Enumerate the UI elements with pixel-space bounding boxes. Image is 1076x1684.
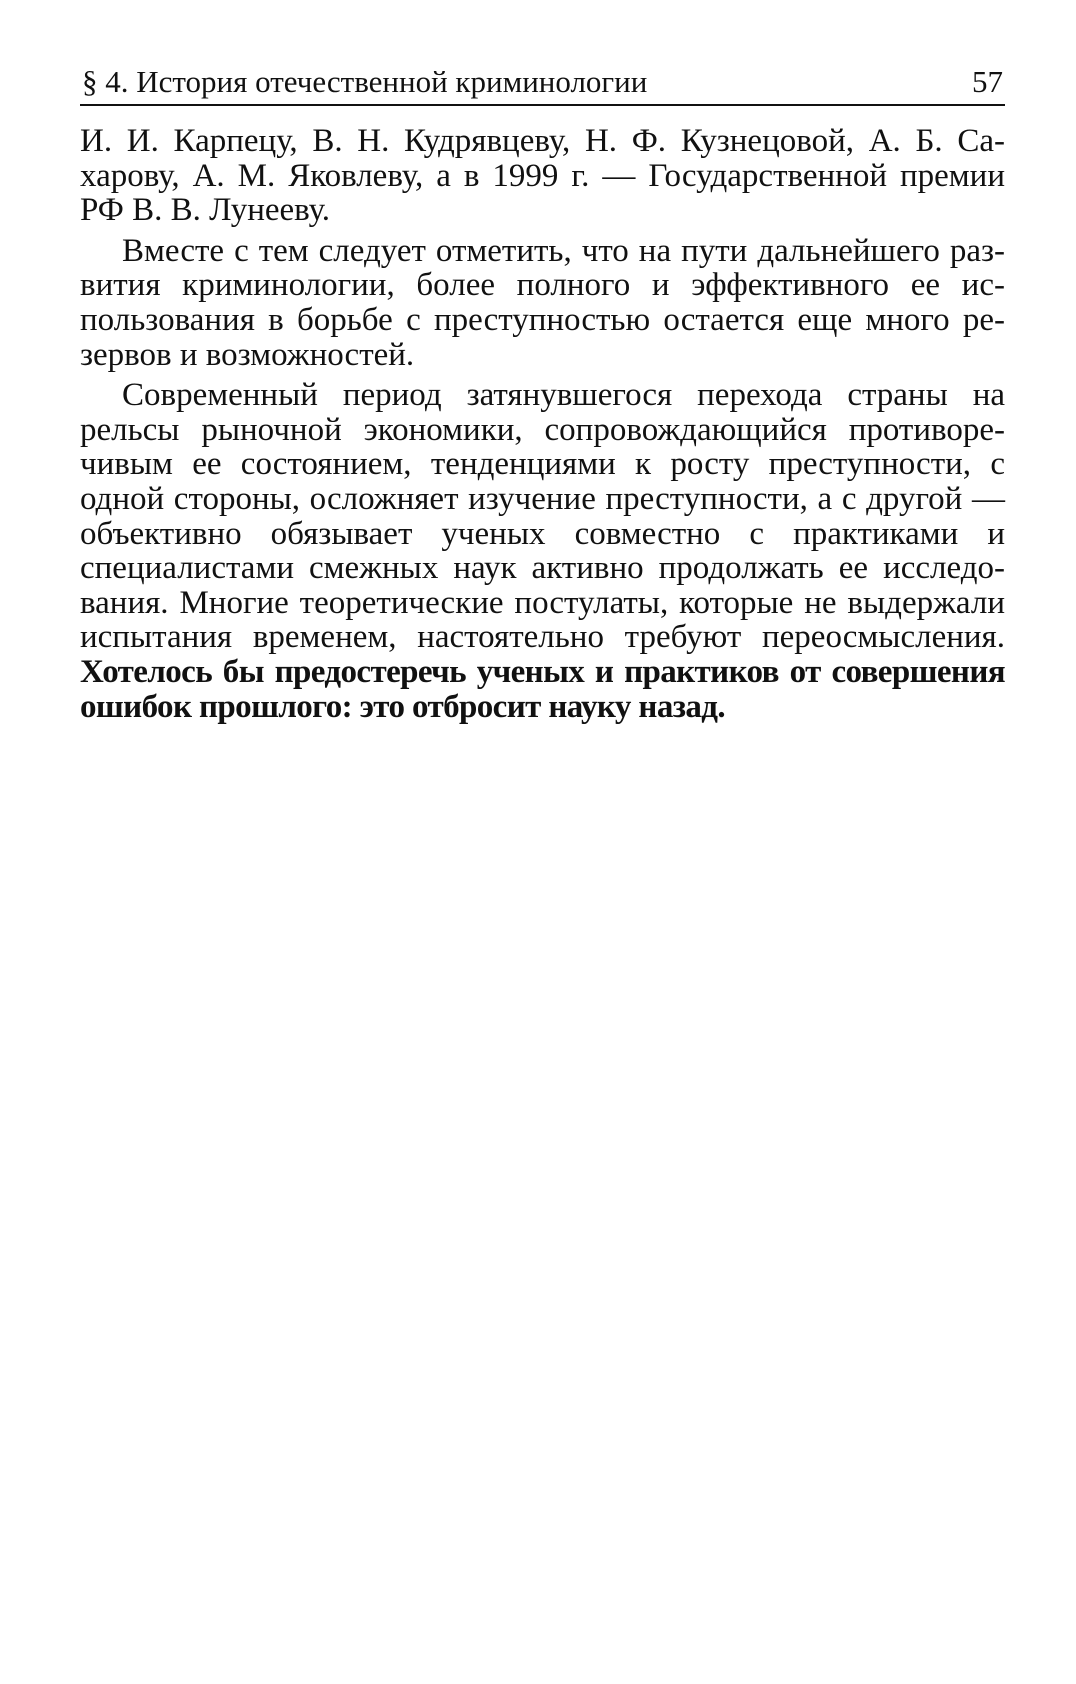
running-header xyxy=(80,62,1005,106)
paragraph-text: И. И. Карпецу, В. Н. Кудрявцеву, Н. Ф. Кузнецовой, А. Б. Сахарову, А. М. Яковлеву, а в 1999 г. — Государственной премии РФ В. В. Лунееву. xyxy=(80,123,1005,229)
paragraph-continuation xyxy=(80,124,1005,228)
section-title: § 4. История отечественной криминологии xyxy=(82,64,648,99)
body-text xyxy=(80,124,1005,730)
paragraph xyxy=(80,234,1005,372)
page-number: 57 xyxy=(972,64,1003,99)
paragraph-text: Современный период затянувшегося перехода страны на рельсы рыночной экономики, сопровождающийся противоречивым ее состоянием, тенденциями к росту преступности, с одной стороны, осложняет изучение преступности, а с другой — объективно обязывает ученых совместно с практиками и специалистами смежных наук активно продолжать ее исследования. Многие теоретические постулаты, которые не выдержали испытания временем, настоятельно требуют переосмысления. xyxy=(80,377,1005,656)
emphasized-text: Хотелось бы предостеречь ученых и практиков от совершения ошибок прошлого: это отбросит науку назад. xyxy=(80,653,1005,725)
paragraph xyxy=(80,378,1005,724)
paragraph-text: Вместе с тем следует отметить, что на пути дальнейшего развития криминологии, более полного и эффективного ее использования в борьбе с преступностью остается еще много резервов и возможностей. xyxy=(80,232,1005,373)
